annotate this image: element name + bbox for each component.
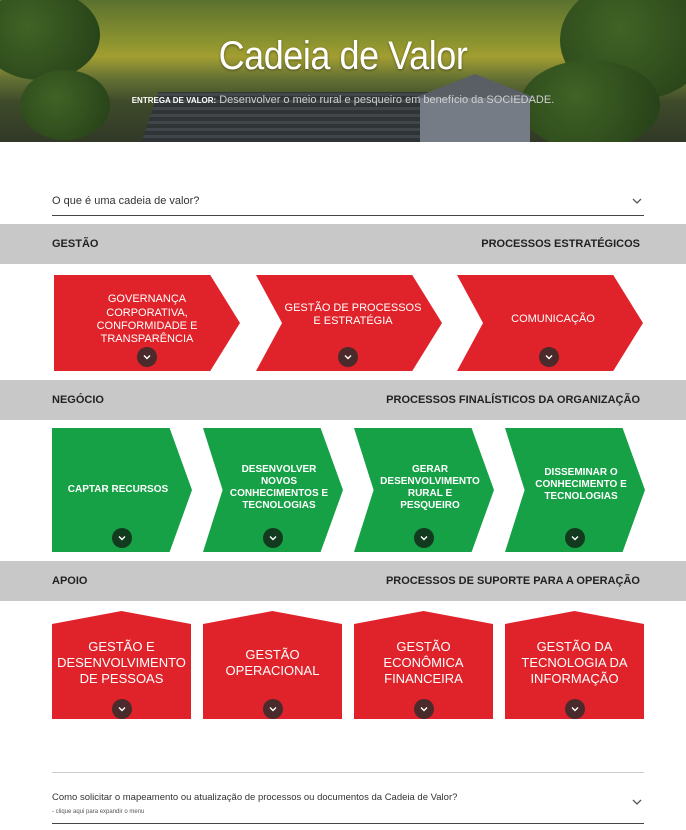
value-delivery-statement bbox=[0, 94, 686, 106]
chevron-down-icon[interactable] bbox=[112, 528, 132, 548]
chevron-down-icon[interactable] bbox=[565, 699, 585, 719]
process-card[interactable] bbox=[52, 611, 191, 719]
process-card-label: CAPTAR RECURSOS bbox=[67, 483, 169, 495]
process-card[interactable] bbox=[505, 611, 644, 719]
process-card-label: GERAR DESENVOLVIMENTO RURAL E PESQUEIRO bbox=[380, 463, 480, 512]
chevron-down-icon[interactable] bbox=[539, 347, 559, 367]
faq-question: Como solicitar o mapeamento ou atualização de processos ou documentos da Cadeia de Valor? bbox=[52, 792, 458, 803]
process-card-label: GESTÃO OPERACIONAL bbox=[225, 647, 320, 678]
process-card[interactable] bbox=[203, 428, 343, 552]
section-subtitle: PROCESSOS ESTRATÉGICOS bbox=[481, 238, 640, 250]
chevron-down-icon[interactable] bbox=[414, 699, 434, 719]
process-card-label: GESTÃO E DESENVOLVIMENTO DE PESSOAS bbox=[57, 639, 186, 686]
chevron-down-icon[interactable] bbox=[112, 699, 132, 719]
chevron-down-icon[interactable] bbox=[137, 347, 157, 367]
chevron-down-icon bbox=[630, 194, 644, 208]
section-title: NEGÓCIO bbox=[52, 394, 104, 406]
section-subtitle: PROCESSOS FINALÍSTICOS DA ORGANIZAÇÃO bbox=[386, 394, 640, 406]
chevron-down-icon bbox=[630, 795, 644, 809]
value-delivery-label: ENTREGA DE VALOR: bbox=[131, 96, 217, 105]
section-band-apoio bbox=[0, 561, 686, 601]
faq-what-is-value-chain[interactable] bbox=[52, 186, 644, 216]
process-card[interactable] bbox=[52, 428, 192, 552]
process-card-label: DESENVOLVER NOVOS CONHECIMENTOS E TECNOLOGIAS bbox=[229, 463, 329, 512]
section-band-negocio bbox=[0, 380, 686, 420]
value-delivery-text: Desenvolver o meio rural e pesqueiro em benefício da SOCIEDADE. bbox=[219, 94, 555, 106]
section-title: GESTÃO bbox=[52, 238, 99, 250]
page-title: Cadeia de Valor bbox=[218, 34, 468, 78]
hero-banner bbox=[0, 0, 686, 142]
faq-question: O que é uma cadeia de valor? bbox=[52, 194, 200, 207]
chevron-down-icon[interactable] bbox=[565, 528, 585, 548]
chevron-down-icon[interactable] bbox=[338, 347, 358, 367]
section-band-gestao bbox=[0, 224, 686, 264]
section-title: APOIO bbox=[52, 575, 88, 587]
section-subtitle: PROCESSOS DE SUPORTE PARA A OPERAÇÃO bbox=[385, 575, 640, 587]
process-card-label: GESTÃO DA TECNOLOGIA DA INFORMAÇÃO bbox=[521, 639, 628, 686]
process-card-label: GESTÃO ECONÔMICA FINANCEIRA bbox=[383, 639, 464, 686]
process-card-label: DISSEMINAR O CONHECIMENTO E TECNOLOGIAS bbox=[535, 466, 627, 503]
faq-hint: - clique aqui para expandir o menu bbox=[52, 809, 145, 815]
process-card-label: GOVERNANÇA CORPORATIVA, CONFORMIDADE E TRANSPARÊNCIA bbox=[96, 293, 198, 346]
process-card-label: COMUNICAÇÃO bbox=[511, 313, 595, 326]
faq-request-mapping[interactable] bbox=[52, 772, 644, 824]
process-card[interactable] bbox=[256, 275, 442, 371]
process-card[interactable] bbox=[203, 611, 342, 719]
process-card[interactable] bbox=[354, 428, 494, 552]
chevron-down-icon[interactable] bbox=[414, 528, 434, 548]
process-card[interactable] bbox=[54, 275, 240, 371]
process-card[interactable] bbox=[354, 611, 493, 719]
process-card-label: GESTÃO DE PROCESSOS E ESTRATÉGIA bbox=[284, 301, 422, 327]
process-card[interactable] bbox=[457, 275, 643, 371]
chevron-down-icon[interactable] bbox=[263, 699, 283, 719]
chevron-down-icon[interactable] bbox=[263, 528, 283, 548]
process-card[interactable] bbox=[505, 428, 645, 552]
